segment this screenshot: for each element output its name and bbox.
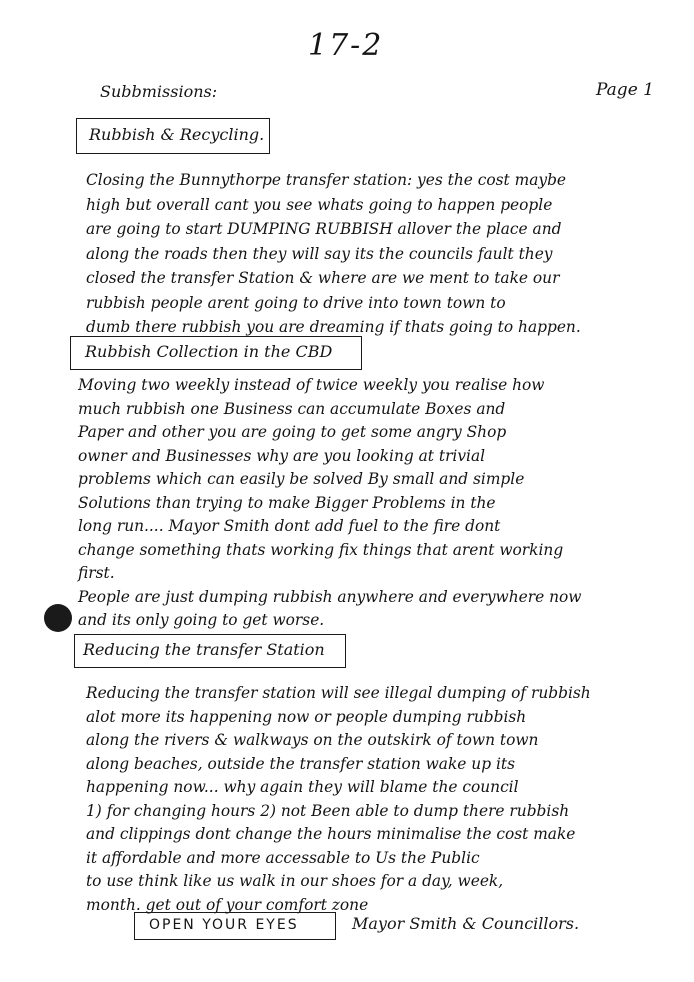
text-line: happening now... why again they will blame the council [86,778,519,796]
closing-addressee: Mayor Smith & Councillors. [352,914,580,933]
section-heading: Rubbish & Recycling. [89,125,265,144]
text-line: high but overall cant you see whats going to happen people [86,195,553,214]
text-line: Closing the Bunnythorpe transfer station: yes the cost maybe [86,171,567,189]
text-line: Moving two weekly instead of twice weekly you realise how [78,376,545,394]
text-line: and clippings dont change the hours minimalise the cost make [86,825,576,843]
text-line: dumb there rubbish you are dreaming if thats going to happen. [86,318,581,336]
text-line: rubbish people arent going to drive into town town to [86,293,506,312]
text-line: Solutions than trying to make Bigger Problems in the [78,493,496,512]
section-body-transfer-station [86,682,676,917]
section-heading-box-rubbish-recycling [76,118,270,154]
text-line: month. get out of your comfort zone [86,895,369,914]
text-line: along the roads then they will say its the councils fault they [86,244,553,263]
text-line: much rubbish one Business can accumulate Boxes and [78,399,506,418]
text-line: change something thats working fix things that arent working [78,540,564,559]
page-code: 17-2 [308,28,384,63]
text-line: and its only going to get worse. [78,611,325,629]
boxed-callout: OPEN YOUR EYES [149,917,299,933]
text-line: 1) for changing hours 2) not Been able to dump there rubbish [86,801,570,820]
text-line: problems which can easily be solved By small and simple [78,470,525,488]
page-label: Page 1 [596,80,654,100]
text-line: People are just dumping rubbish anywhere and everywhere now [78,587,582,606]
section-heading-box-transfer-station [74,634,346,668]
hole-punch-mark [44,604,72,632]
text-line: along beaches, outside the transfer station wake up its [86,754,515,773]
text-line: long run.... Mayor Smith dont add fuel to the fire dont [78,517,501,535]
text-line: first. [78,564,115,582]
text-line: alot more its happening now or people dumping rubbish [86,707,527,726]
text-line: closed the transfer Station & where are we ment to take our [86,269,560,287]
document-title: Subbmissions: [100,82,218,101]
text-line: are going to start DUMPING RUBBISH allover the place and [86,220,562,238]
text-line: Reducing the transfer station will see illegal dumping of rubbish [86,684,591,702]
text-line: Paper and other you are going to get some angry Shop [78,423,507,441]
section-heading: Reducing the transfer Station [83,640,325,659]
text-line: along the rivers & walkways on the outskirk of town town [86,731,539,749]
section-heading-box-cbd-collection [70,336,362,370]
open-your-eyes-box [134,912,336,940]
section-heading: Rubbish Collection in the CBD [85,342,333,361]
text-line: it affordable and more accessable to Us the Public [86,848,480,867]
text-line: to use think like us walk in our shoes for a day, week, [86,872,504,890]
text-line: owner and Businesses why are you looking at trivial [78,446,486,465]
section-body-cbd-collection [78,374,668,633]
section-body-rubbish-recycling [86,168,676,340]
